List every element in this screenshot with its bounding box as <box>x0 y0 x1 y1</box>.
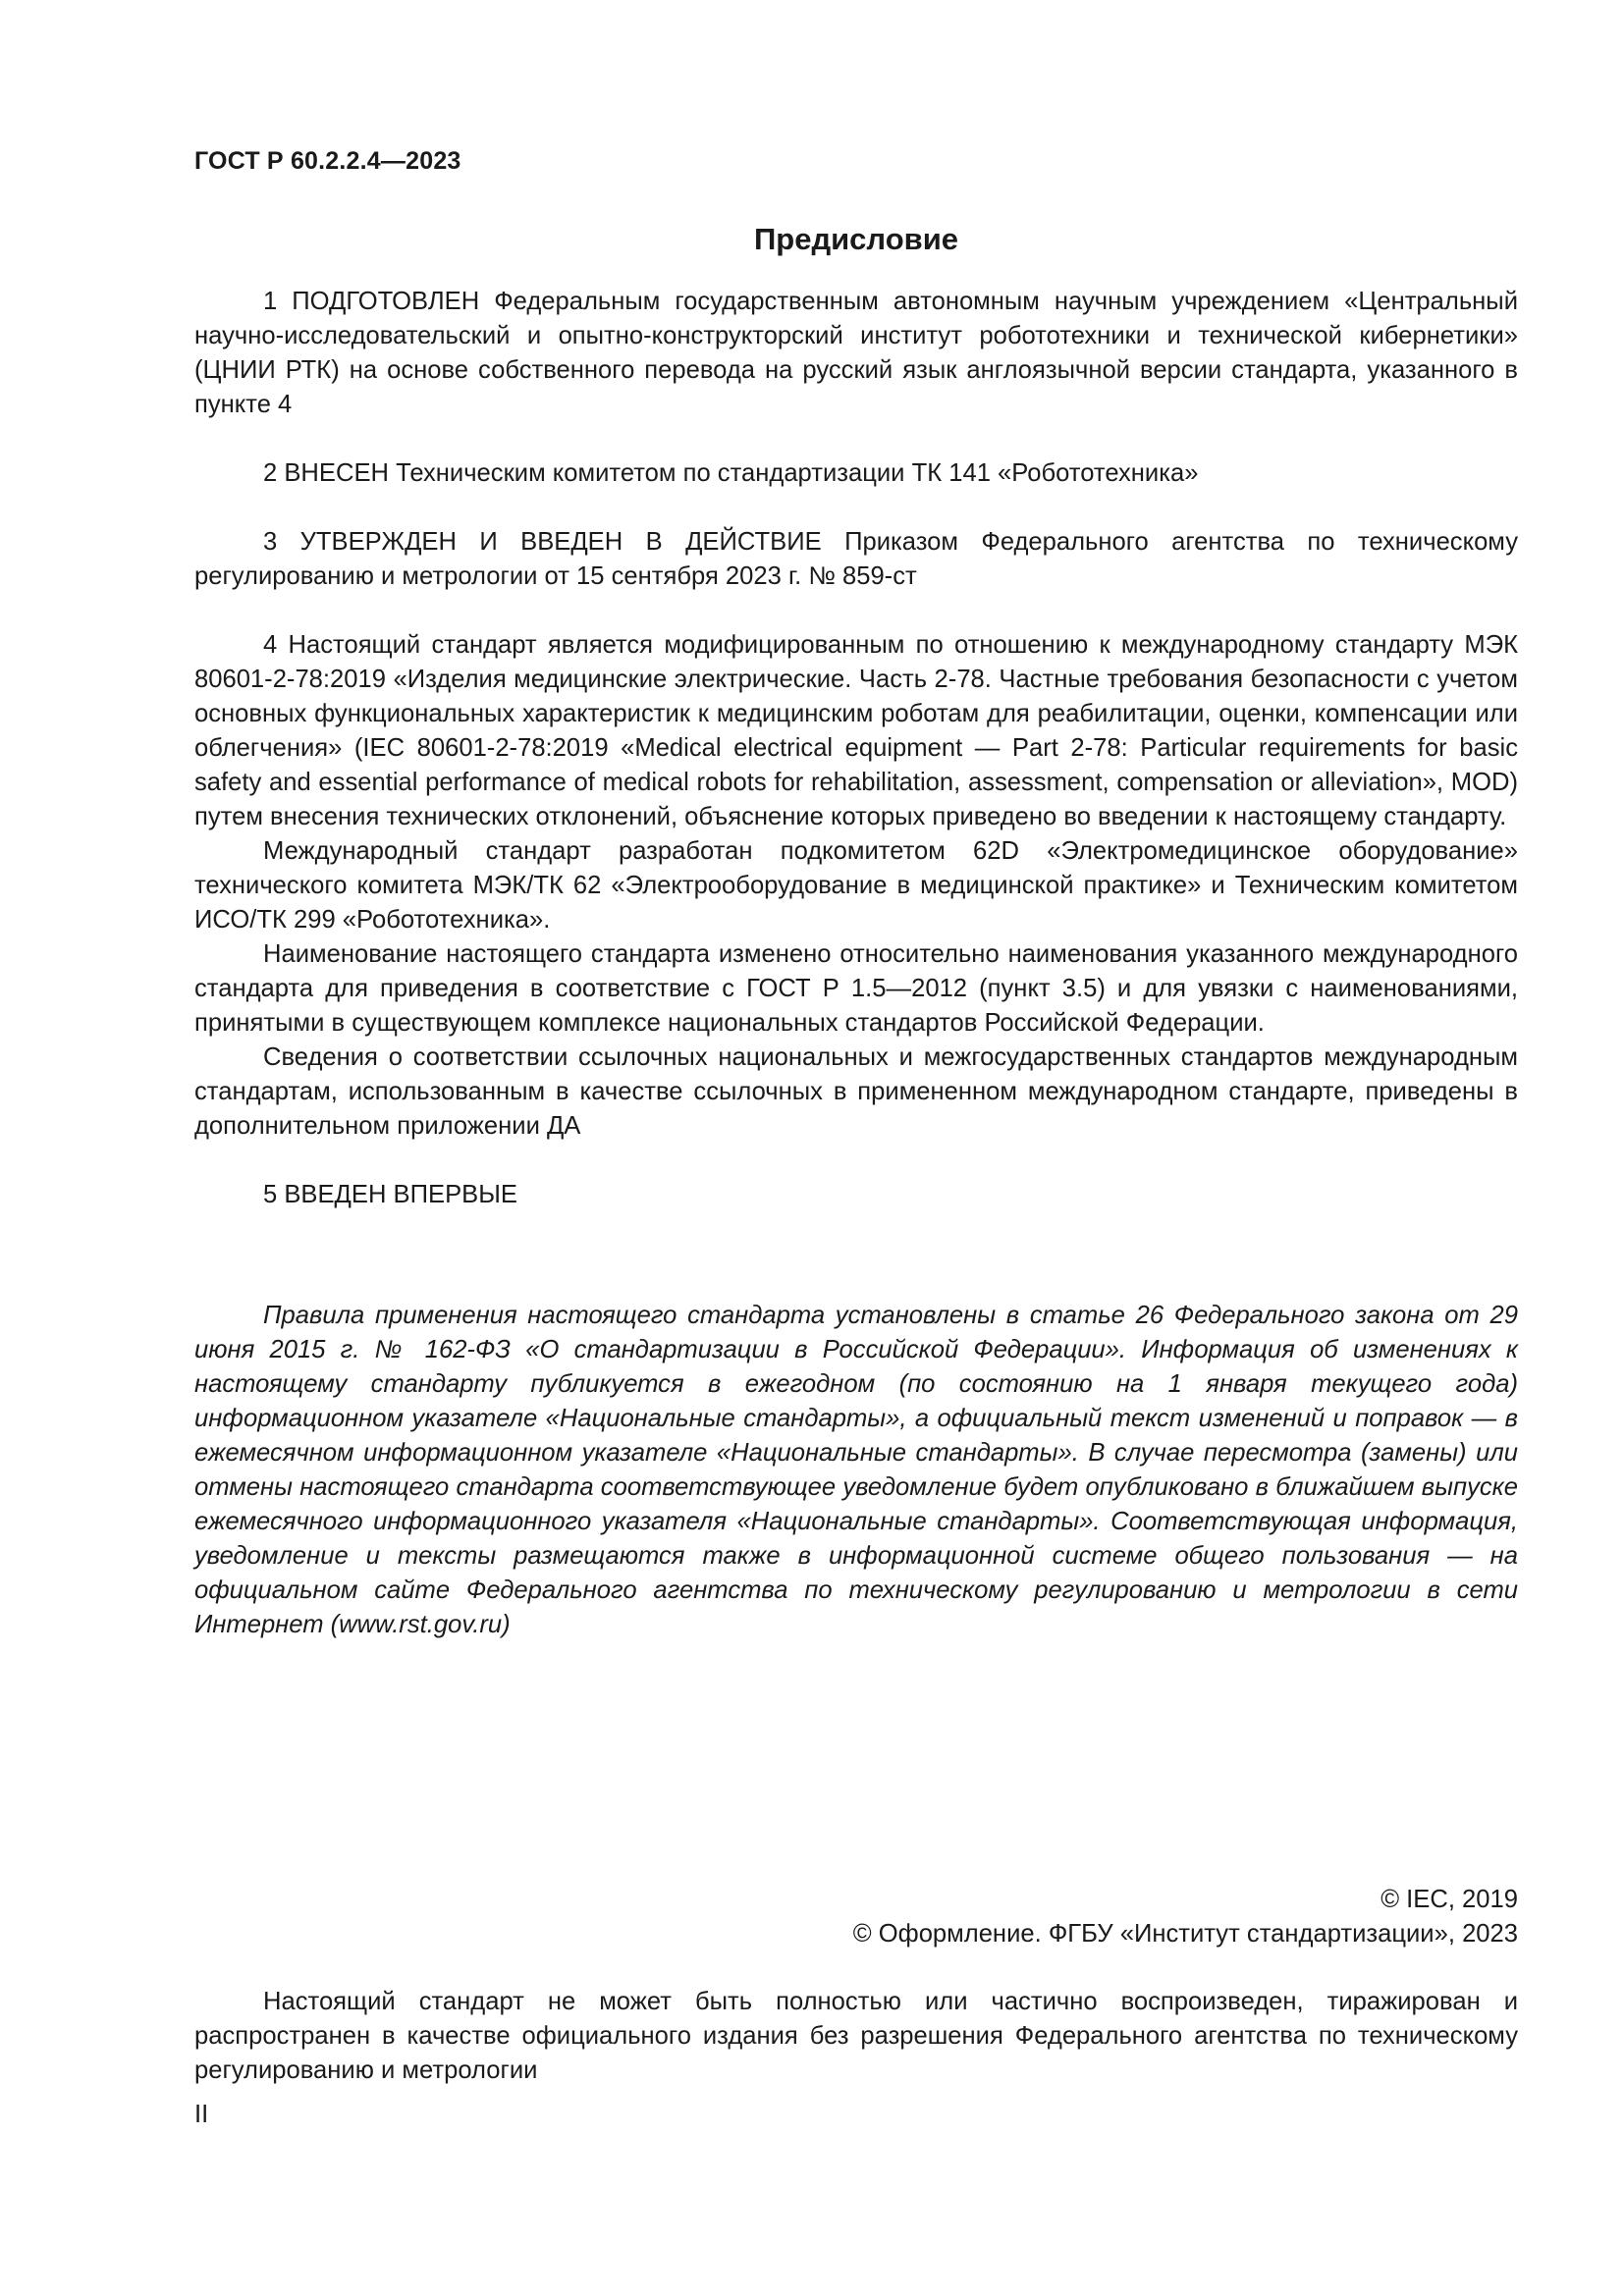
copyright-block <box>194 1883 1518 1951</box>
section-4-name-change: Наименование настоящего стандарта изменено относительно наименования указанного международного стандарта для приведения в соответствие с ГОСТ Р 1.5—2012 (пункт 3.5) и для увязки с наименованиями, принятыми в существующем комплексе национальных стандартов Российской Федерации. <box>194 940 1518 1037</box>
section-1-prepared: 1 ПОДГОТОВЛЕН Федеральным государственным автономным научным учреждением «Центральный научно-исследовательский и опытно-конструкторский институт робототехники и технической кибернетики» (ЦНИИ РТК) на основе собственного перевода на русский язык англоязычной версии стандарта, указанного в пункте 4 <box>194 288 1518 418</box>
document-code: ГОСТ Р 60.2.2.4—2023 <box>194 147 461 175</box>
section-4-modification: 4 Настоящий стандарт является модифицированным по отношению к международному стандарту МЭК 80601-2-78:2019 «Изделия медицинские электрические. Часть 2-78. Частные требования безопасности с учетом основных функциональных характеристик к медицинским роботам для реабилитации, оценки, компенсации или облегчения» (IEC 80601-2-78:2019 «Medical electrical equipment — Part 2-78: Particular requirements for basic safety and essential performance of medical robots for rehabilitation, assessment, compensation or alleviation», MOD) путем внесения технических отклонений, объяснение которых приведено во введении к настоящему стандарту. <box>194 631 1518 830</box>
copyright-iec: © IEC, 2019 <box>1380 1886 1518 1913</box>
reproduction-notice <box>194 1985 1518 2088</box>
notice-text: Правила применения настоящего стандарта установлены в статье 26 Федерального закона от 29 июня 2015 г. № 162-ФЗ «О стандартизации в Российской Федерации». Информация об изменениях к настоящему стандарту публикуется в ежегодном (по состоянию на 1 января текущего года) информационном указателе «Национальные стандарты», а официальный текст изменений и поправок — в ежемесячном информационном указателе «Национальные стандарты». В случае пересмотра (замены) или отмены настоящего стандарта соответствующее уведомление будет опубликовано в ближайшем выпуске ежемесячного информационного указателя «Национальные стандарты». Соответствующая информация, уведомление и тексты размещаются также в информационной системе общего пользования — на официальном сайте Федерального агентства по техническому регулированию и метрологии в сети Интернет (www.rst.gov.ru) <box>194 1302 1518 1638</box>
section-3-approved: 3 УТВЕРЖДЕН И ВВЕДЕН В ДЕЙСТВИЕ Приказом Федерального агентства по техническому регулированию и метрологии от 15 сентября 2023 г. № 859-ст <box>194 528 1518 590</box>
section-4-references: Сведения о соответствии ссылочных национальных и межгосударственных стандартов международным стандартам, использованным в качестве ссылочных в примененном международном стандарте, приведены в дополнительном приложении ДА <box>194 1043 1518 1140</box>
section-4-developer: Международный стандарт разработан подкомитетом 62D «Электромедицинское оборудование» технического комитета МЭК/ТК 62 «Электрооборудование в медицинской практике» и Техническим комитетом ИСО/ТК 299 «Робототехника». <box>194 837 1518 934</box>
reproduction-text: Настоящий стандарт не может быть полностью или частично воспроизведен, тиражирован и распространен в качестве официального издания без разрешения Федерального агентства по техническому регулированию и метрологии <box>194 1988 1518 2084</box>
document-page <box>194 0 1518 2296</box>
page-title: Предисловие <box>753 222 958 256</box>
application-rules-notice <box>194 1299 1518 1642</box>
page-number: II <box>194 2101 209 2128</box>
section-5-first-introduced: 5 ВВЕДЕН ВПЕРВЫЕ <box>263 1181 517 1208</box>
section-2-introduced: 2 ВНЕСЕН Техническим комитетом по стандартизации ТК 141 «Робототехника» <box>263 459 1199 487</box>
copyright-design: © Оформление. ФГБУ «Институт стандартизации», 2023 <box>852 1920 1518 1948</box>
preface-body <box>194 285 1518 1212</box>
